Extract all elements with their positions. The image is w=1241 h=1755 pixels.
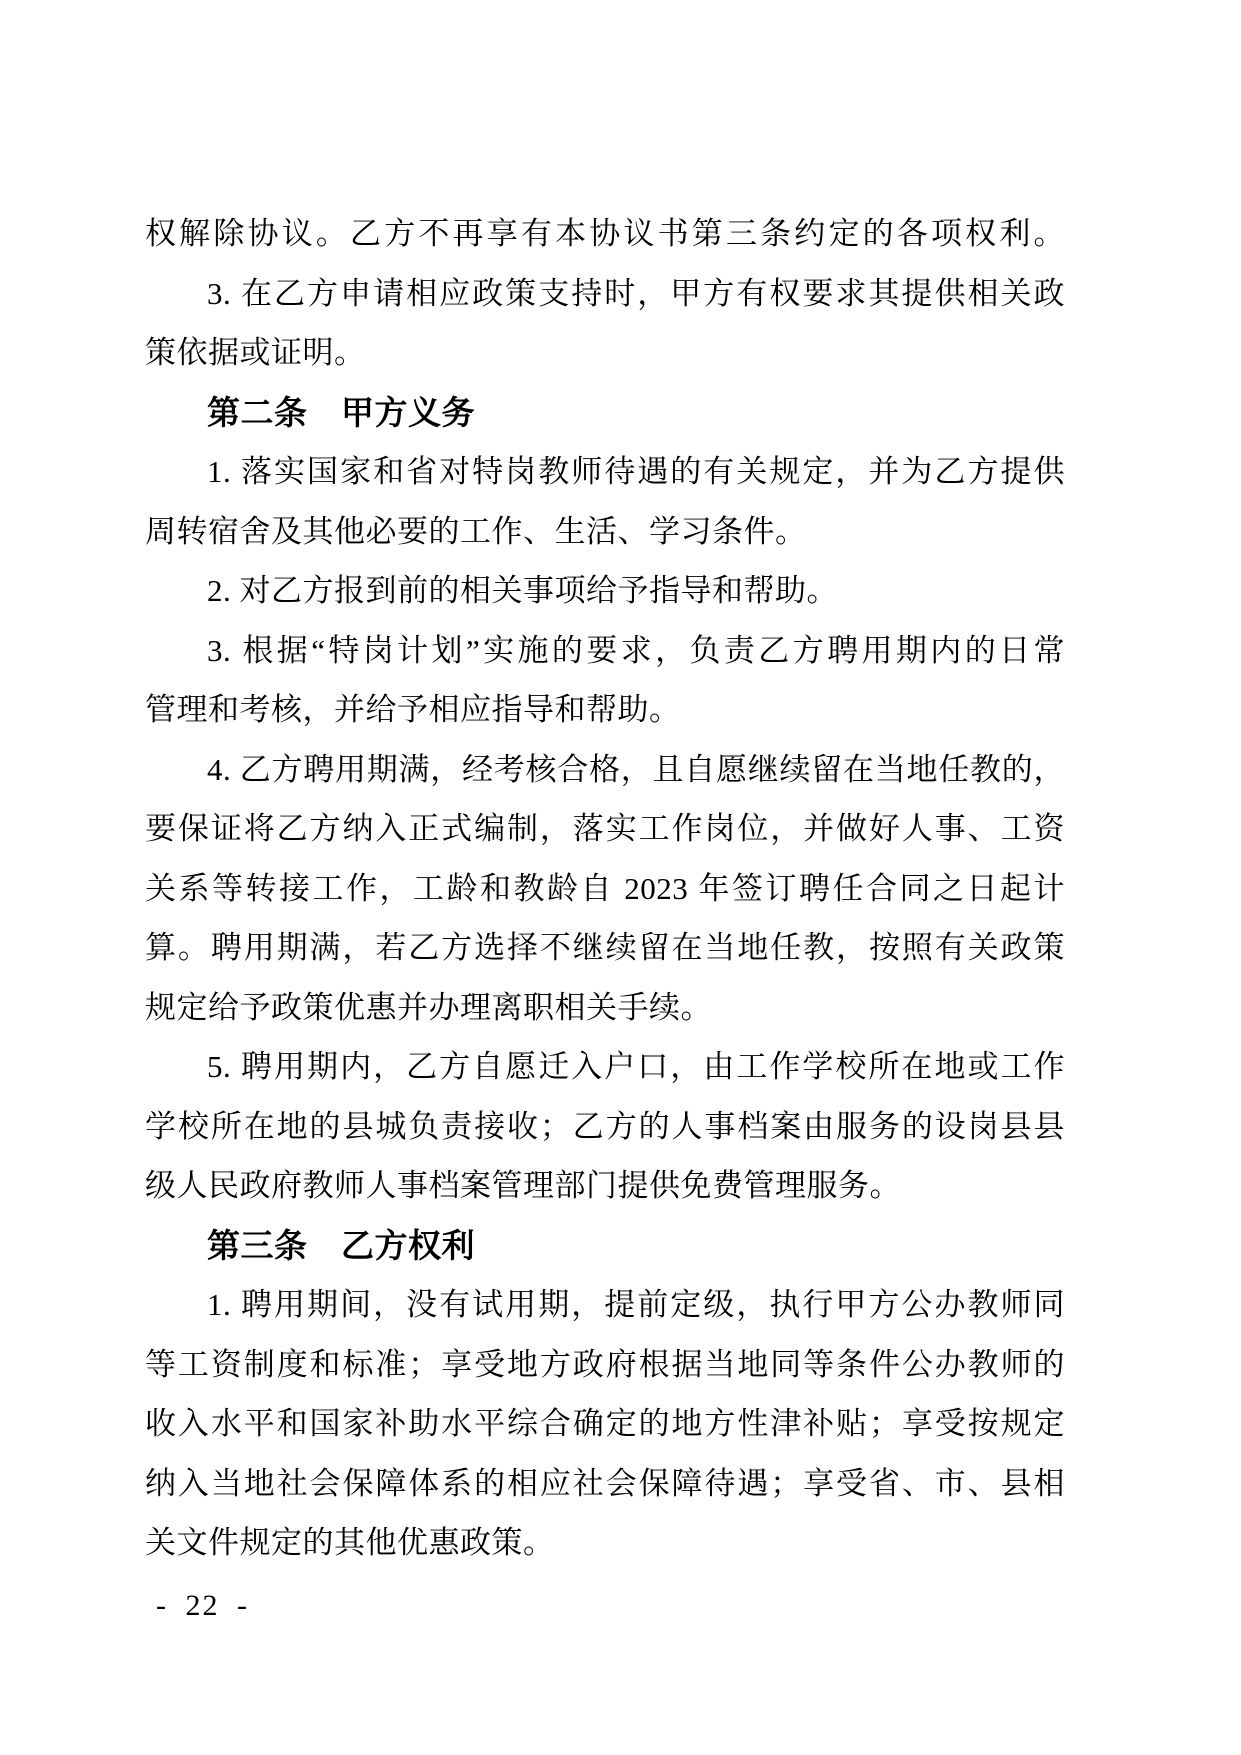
section-heading: 第二条 甲方义务 (207, 393, 475, 431)
text-line: 学校所在地的县城负责接收；乙方的人事档案由服务的设岗县县 (145, 1108, 1065, 1144)
text-line: 3. 根据“特岗计划”实施的要求，负责乙方聘用期内的日常 (207, 632, 1065, 668)
text-line: 周转宿舍及其他必要的工作、生活、学习条件。 (145, 513, 807, 549)
text-line: 等工资制度和标准；享受地方政府根据当地同等条件公办教师的 (145, 1346, 1065, 1382)
text-line: 算。聘用期满，若乙方选择不继续留在当地任教，按照有关政策 (145, 930, 1065, 965)
text-line: 要保证将乙方纳入正式编制，落实工作岗位，并做好人事、工资 (145, 811, 1065, 846)
text-block (145, 204, 1065, 1573)
text-line: 纳入当地社会保障体系的相应社会保障待遇；享受省、市、县相 (145, 1465, 1065, 1501)
text-line: 规定给予政策优惠并办理离职相关手续。 (145, 989, 712, 1025)
section-heading: 第三条 乙方权利 (207, 1226, 475, 1264)
text-line: 关文件规定的其他优惠政策。 (145, 1525, 555, 1560)
text-line: 收入水平和国家补助水平综合确定的地方性津补贴；享受按规定 (145, 1406, 1065, 1441)
text-line: 5. 聘用期内，乙方自愿迁入户口，由工作学校所在地或工作 (207, 1049, 1065, 1084)
text-line: 管理和考核，并给予相应指导和帮助。 (145, 692, 681, 727)
text-line: 1. 聘用期间，没有试用期，提前定级，执行甲方公办教师同 (207, 1287, 1065, 1322)
page-number: - 22 - (156, 1589, 249, 1622)
text-line: 3. 在乙方申请相应政策支持时，甲方有权要求其提供相关政 (207, 275, 1065, 311)
text-line: 策依据或证明。 (145, 335, 366, 370)
text-line: 4. 乙方聘用期满，经考核合格，且自愿继续留在当地任教的， (207, 751, 1065, 787)
text-line: 2. 对乙方报到前的相关事项给予指导和帮助。 (207, 573, 838, 608)
text-line: 关系等转接工作，工龄和教龄自 2023 年签订聘任合同之日起计 (145, 870, 1065, 906)
text-line: 权解除协议。乙方不再享有本协议书第三条约定的各项权利。 (145, 216, 1065, 251)
text-line: 1. 落实国家和省对特岗教师待遇的有关规定，并为乙方提供 (207, 454, 1065, 489)
text-line: 级人民政府教师人事档案管理部门提供免费管理服务。 (145, 1168, 901, 1203)
